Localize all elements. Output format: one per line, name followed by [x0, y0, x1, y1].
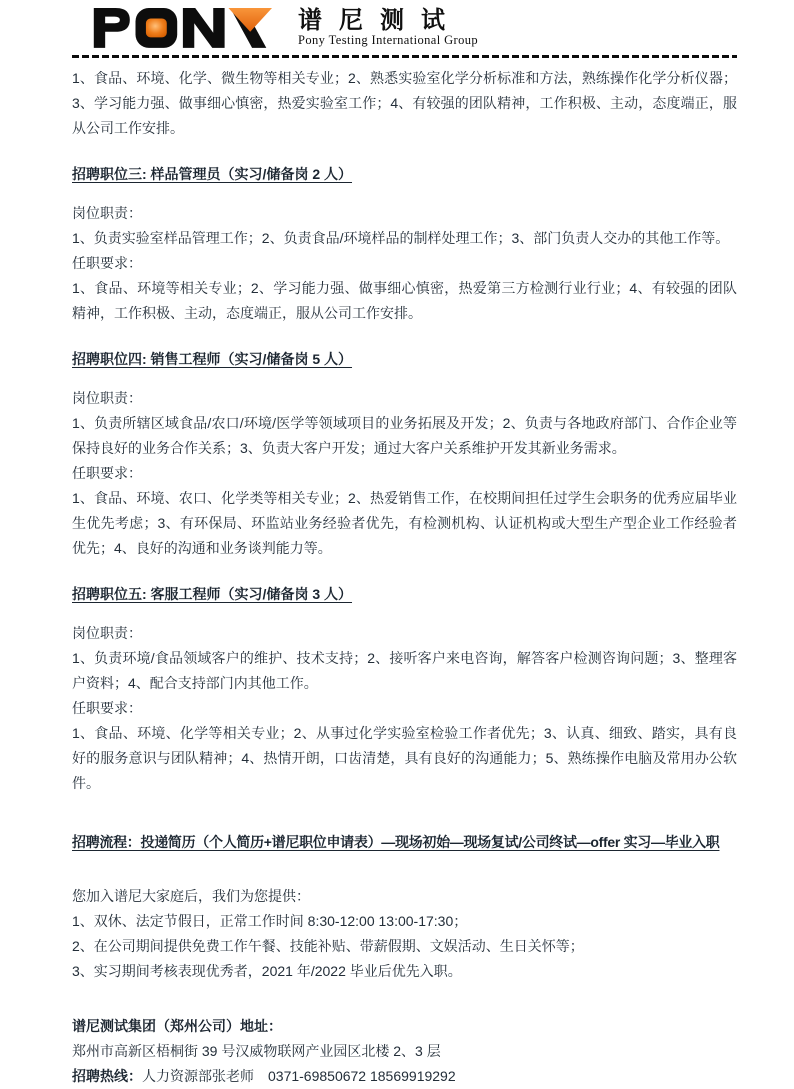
- benefit-item: 3、实习期间考核表现优秀者，2021 年/2022 毕业后优先入职。: [72, 963, 462, 979]
- position-four-title: 招聘职位四: 销售工程师（实习/储备岗 5 人）: [72, 351, 353, 367]
- header: [0, 0, 794, 52]
- position-five-duty-label: 岗位职责：: [72, 625, 142, 641]
- position-five-requirements: 1、食品、环境、化学等相关专业；2、从事过化学实验室检验工作者优先；3、认真、细致、踏实，具有良好的服务意识与团队精神；4、热情开朗，口齿清楚，具有良好的沟通能力；5、熟练操作电脑及常用办公软件。: [72, 725, 737, 791]
- position-three-duty-label: 岗位职责：: [72, 205, 142, 221]
- position-three-requirements: 1、食品、环境等相关专业；2、学习能力强、做事细心慎密，热爱第三方检测行业行业；4、有较强的团队精神，工作积极、主动，态度端正，服从公司工作安排。: [72, 280, 737, 321]
- hotline-line: [72, 1064, 737, 1089]
- position-five-duties: 1、负责环境/食品领域客户的维护、技术支持；2、接听客户来电咨询，解答客户检测咨询问题；3、整理客户资料；4、配合支持部门内其他工作。: [72, 650, 737, 691]
- logo-english-name: Pony Testing International Group: [298, 33, 479, 48]
- position-four-req-label: 任职要求：: [72, 465, 142, 481]
- hotline-label: 招聘热线：: [72, 1068, 142, 1084]
- position-four-duties: 1、负责所辖区域食品/农口/环境/医学等领域项目的业务拓展及开发；2、负责与各地政府部门、合作企业等保持良好的业务合作关系；3、负责大客户开发；通过大客户关系维护开发其新业务需求。: [72, 415, 737, 456]
- position-four-requirements: 1、食品、环境、农口、化学类等相关专业；2、热爱销售工作，在校期间担任过学生会职务的优秀应届毕业生优先考虑；3、有环保局、环监站业务经验者优先，有检测机构、认证机构或大型生产型企业工作经验者优先；4、良好的沟通和业务谈判能力等。: [72, 490, 737, 556]
- position-five-title: 招聘职位五: 客服工程师（实习/储备岗 3 人）: [72, 586, 353, 602]
- pony-logo-icon: [90, 6, 272, 48]
- intro-requirements-text: 1、食品、环境、化学、微生物等相关专业；2、熟悉实验室化学分析标准和方法，熟练操作化学分析仪器；3、学习能力强、做事细心慎密，热爱实验室工作；4、有较强的团队精神，工作积极、主动，态度端正，服从公司工作安排。: [72, 70, 737, 136]
- benefit-item: 1、双休、法定节假日，正常工作时间 8:30-12:00 13:00-17:30；: [72, 913, 468, 929]
- position-three-req-label: 任职要求：: [72, 255, 142, 271]
- logo-chinese-name: 谱尼测试: [298, 7, 462, 34]
- dashed-divider: [72, 55, 737, 58]
- company-address: 郑州市高新区梧桐街 39 号汉威物联网产业园区北楼 2、3 层: [72, 1043, 441, 1059]
- logo-wordmark: [298, 6, 478, 48]
- company-address-label: 谱尼测试集团（郑州公司）地址：: [72, 1018, 282, 1034]
- document-body: [72, 66, 737, 1089]
- hotline-value: 人力资源部张老师 0371-69850672 18569919292: [142, 1068, 456, 1084]
- position-three-title: 招聘职位三: 样品管理员（实习/储备岗 2 人）: [72, 166, 353, 182]
- position-three-duties: 1、负责实验室样品管理工作；2、负责食品/环境样品的制样处理工作；3、部门负责人交办的其他工作等。: [72, 230, 730, 246]
- benefit-item: 2、在公司期间提供免费工作午餐、技能补贴、带薪假期、文娱活动、生日关怀等；: [72, 938, 584, 954]
- recruiting-process-line: 招聘流程：投递简历（个人简历+谱尼职位申请表）—现场初始—现场复试/公司终试—offer 实习—毕业入职: [72, 834, 720, 850]
- position-four-duty-label: 岗位职责：: [72, 390, 142, 406]
- benefits-intro: 您加入谱尼大家庭后，我们为您提供：: [72, 888, 310, 904]
- position-five-req-label: 任职要求：: [72, 700, 142, 716]
